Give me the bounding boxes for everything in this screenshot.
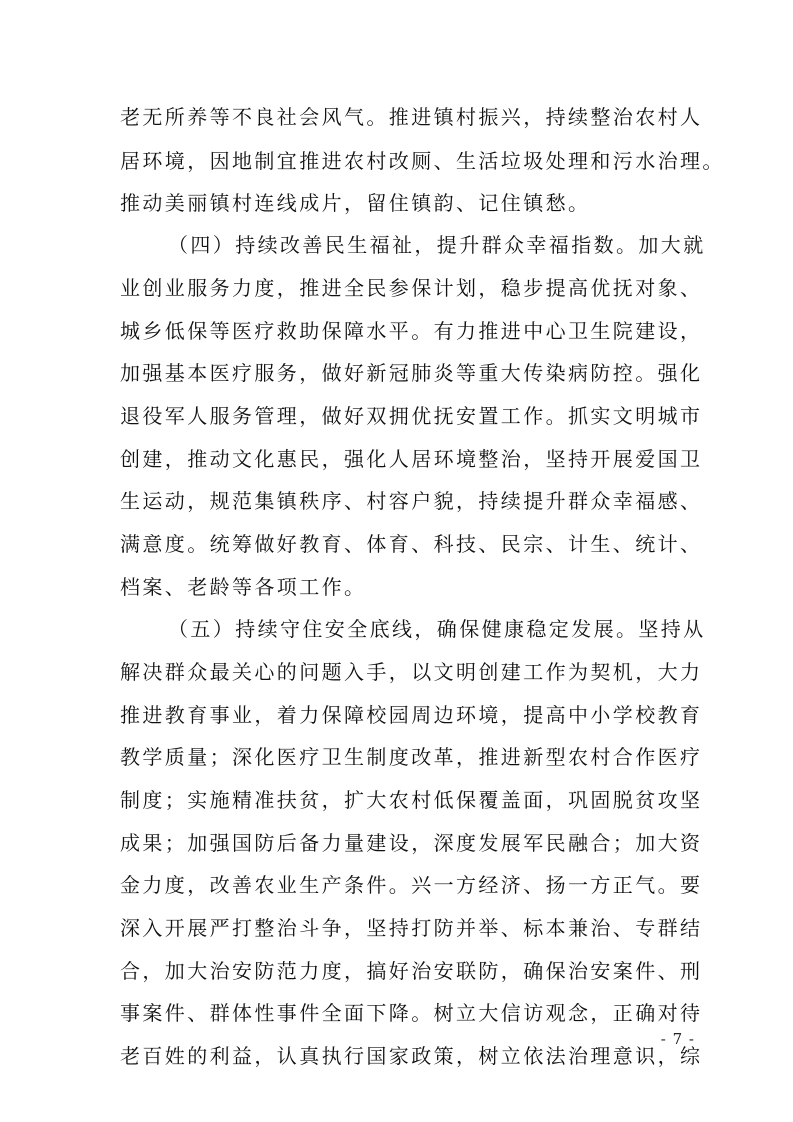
- text-line: 加强基本医疗服务，做好新冠肺炎等重大传染病防控。强化: [120, 361, 703, 385]
- text-line: 合，加大治安防范力度，搞好治安联防，确保治安案件、刑: [120, 959, 703, 983]
- text-line: 推进教育事业，着力保障校园周边环境，提高中小学校教育: [120, 703, 703, 727]
- page-number: - 7 -: [660, 1030, 695, 1048]
- text-line: 金力度，改善农业生产条件。兴一方经济、扬一方正气。要: [120, 873, 703, 897]
- text-line: 档案、老龄等各项工作。: [120, 575, 367, 599]
- text-line: 居环境，因地制宜推进农村改厕、生活垃圾处理和污水治理。: [120, 149, 725, 173]
- text-line: 生运动，规范集镇秩序、村容户貌，持续提升群众幸福感、: [120, 489, 703, 513]
- text-line: 推动美丽镇村连线成片，留住镇韵、记住镇愁。: [120, 191, 591, 215]
- text-line: 事案件、群体性事件全面下降。树立大信访观念，正确对待: [120, 1001, 703, 1025]
- text-line: 业创业服务力度，推进全民参保计划，稳步提高优抚对象、: [120, 276, 703, 300]
- text-line: 创建，推动文化惠民，强化人居环境整治，坚持开展爱国卫: [120, 447, 703, 471]
- text-line: 制度；实施精准扶贫，扩大农村低保覆盖面，巩固脱贫攻坚: [120, 788, 703, 812]
- text-line: 教学质量；深化医疗卫生制度改革，推进新型农村合作医疗: [120, 745, 703, 769]
- text-line: 老百姓的利益，认真执行国家政策，树立依法治理意识，综: [120, 1044, 703, 1068]
- text-line: 解决群众最关心的问题入手，以文明创建工作为契机，大力: [120, 660, 703, 684]
- text-line: 深入开展严打整治斗争，坚持打防并举、标本兼治、专群结: [120, 916, 703, 940]
- text-line: 满意度。统筹做好教育、体育、科技、民宗、计生、统计、: [120, 532, 703, 556]
- text-line: （五）持续守住安全底线，确保健康稳定发展。坚持从: [168, 617, 706, 641]
- text-line: 城乡低保等医疗救助保障水平。有力推进中心卫生院建设，: [120, 319, 703, 343]
- text-line: 退役军人服务管理，做好双拥优抚安置工作。抓实文明城市: [120, 404, 703, 428]
- text-line: 成果；加强国防后备力量建设，深度发展军民融合；加大资: [120, 831, 703, 855]
- text-line: （四）持续改善民生福祉，提升群众幸福指数。加大就: [168, 233, 706, 257]
- text-line: 老无所养等不良社会风气。推进镇村振兴，持续整治农村人: [120, 105, 703, 129]
